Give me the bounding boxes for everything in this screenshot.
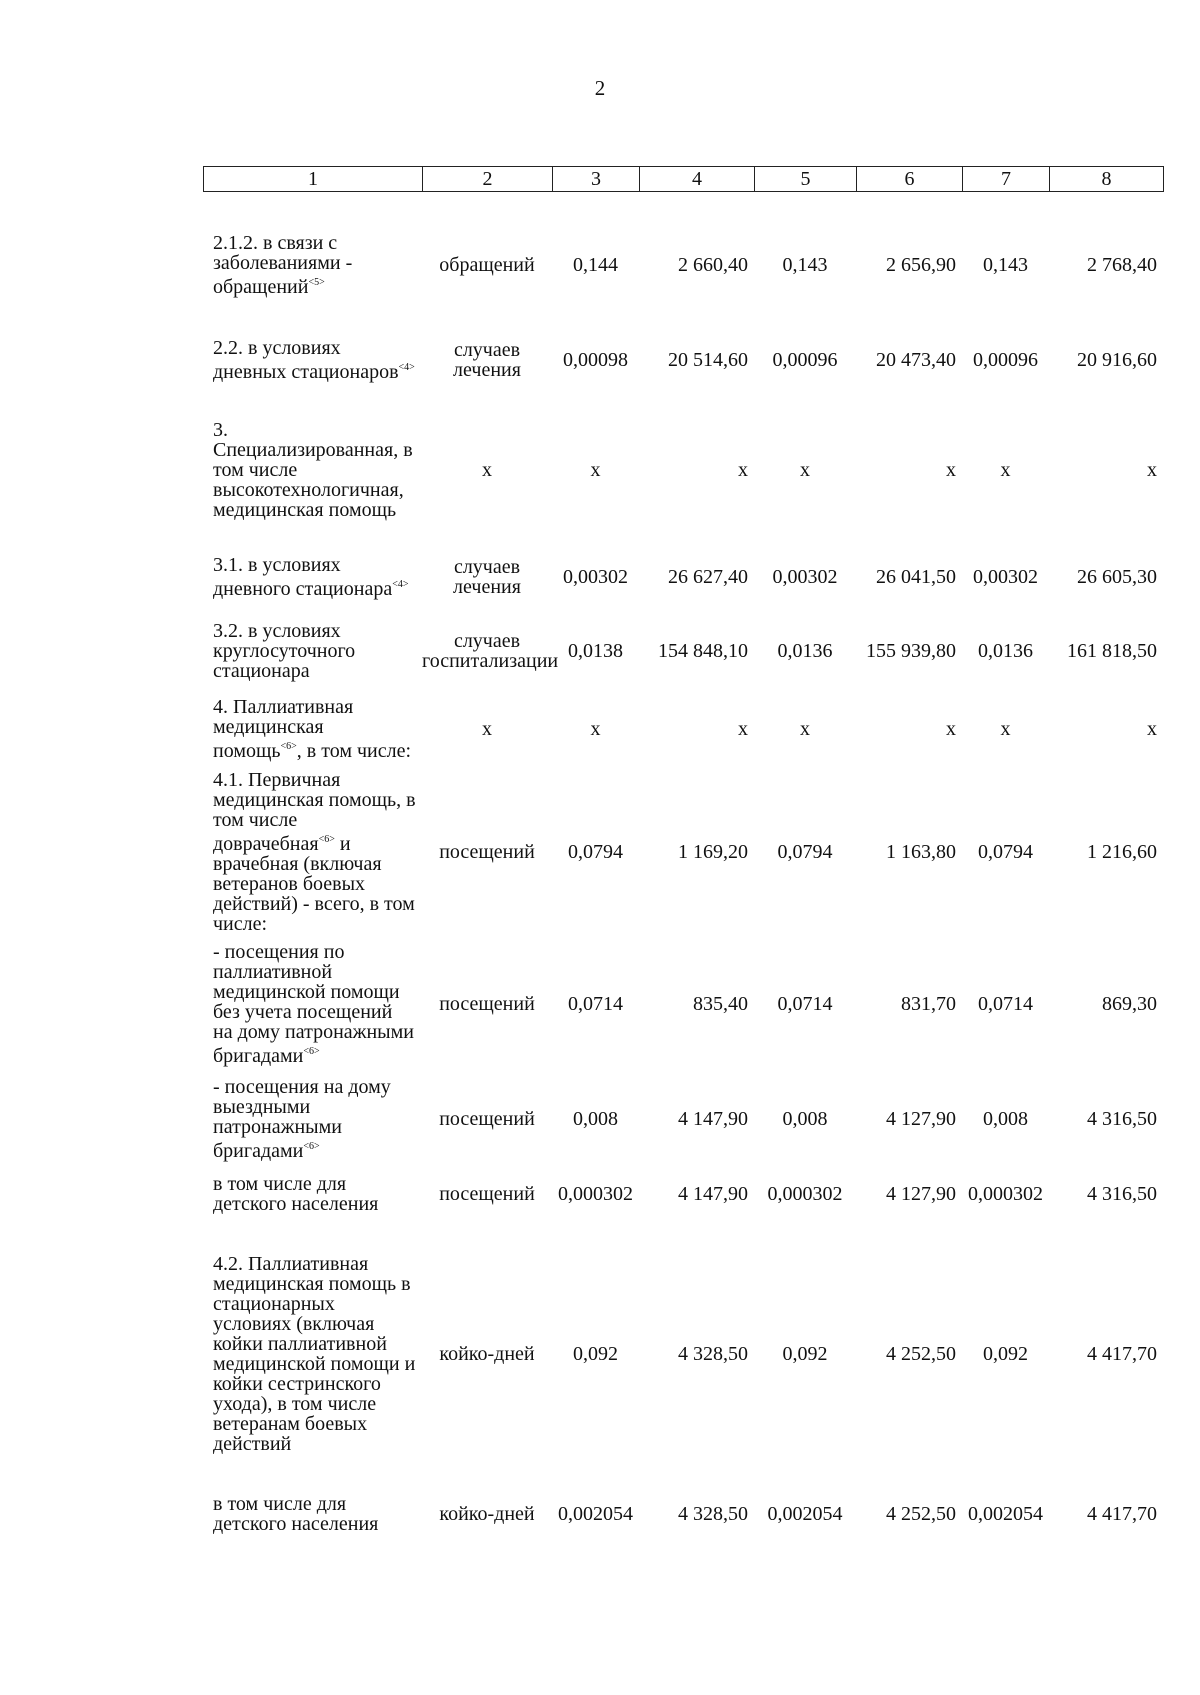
unit-cell: x: [482, 459, 492, 481]
value-cell-8: 4 417,70: [1087, 1343, 1157, 1365]
value-cell-5: 0,092: [782, 1343, 828, 1365]
value-cell-3: 0,000302: [558, 1183, 633, 1205]
value-cell-3: 0,008: [573, 1108, 618, 1130]
footnote-marker: <6>: [303, 1046, 320, 1057]
unit-cell: койко-дней: [439, 1343, 535, 1365]
value-cell-7: 0,008: [983, 1108, 1028, 1130]
value-cell-7: 0,00096: [973, 349, 1038, 371]
value-cell-4: 2 660,40: [678, 254, 748, 276]
column-number-4: 4: [640, 167, 755, 192]
footnote-marker: <6>: [318, 834, 335, 845]
table-row: [203, 1484, 1163, 1544]
row-name: [203, 1164, 422, 1224]
value-cell-3: 0,0714: [568, 993, 623, 1015]
value-cell-3: 0,00098: [563, 349, 628, 371]
footnote-marker: <6>: [303, 1141, 320, 1152]
column-number-2: 2: [423, 167, 553, 192]
value-cell-8: 20 916,60: [1077, 349, 1157, 371]
row-name-text: 3.2. в условиях круглосуточного стационара: [213, 620, 356, 682]
table-row: [203, 1224, 1163, 1484]
row-name: [203, 400, 422, 540]
table-row: [203, 688, 1163, 770]
row-name-text: в том числе для детского населения: [213, 1173, 379, 1215]
value-cell-4: 4 147,90: [678, 1108, 748, 1130]
value-cell-6: 4 252,50: [886, 1343, 956, 1365]
column-number-7: 7: [963, 167, 1050, 192]
row-name: [203, 934, 422, 1074]
column-number-3: 3: [553, 167, 640, 192]
value-cell-4: 835,40: [693, 993, 748, 1015]
unit-cell: посещений: [439, 993, 535, 1015]
unit-cell: койко-дней: [439, 1503, 535, 1525]
value-cell-4: 154 848,10: [658, 640, 748, 662]
value-cell-8: 4 417,70: [1087, 1503, 1157, 1525]
row-name-suffix: и врачебная (включая ветеранов боевых действий) - всего, в том числе:: [213, 833, 415, 935]
row-name: [203, 540, 422, 614]
row-name: [203, 320, 422, 400]
row-name: [203, 1224, 422, 1484]
unit-cell: посещений: [439, 1183, 535, 1205]
unit-cell: случаев лечения: [453, 339, 521, 381]
value-cell-3: 0,144: [573, 254, 618, 276]
value-cell-4: 1 169,20: [678, 841, 748, 863]
value-cell-3: x: [590, 718, 601, 740]
row-name-suffix: , в том числе:: [296, 740, 412, 762]
value-cell-5: 0,143: [782, 254, 828, 276]
unit-cell: x: [482, 718, 492, 740]
row-name: [203, 1074, 422, 1164]
footnote-marker: <6>: [280, 741, 297, 752]
data-table: [203, 210, 1163, 1544]
value-cell-6: 20 473,40: [876, 349, 956, 371]
value-cell-3: 0,00302: [563, 566, 628, 588]
value-cell-3: 0,002054: [558, 1503, 633, 1525]
value-cell-7: 0,0714: [978, 993, 1033, 1015]
table-row: [203, 614, 1163, 688]
value-cell-8: 161 818,50: [1067, 640, 1157, 662]
value-cell-6: 4 127,90: [886, 1108, 956, 1130]
value-cell-7: 0,0136: [978, 640, 1033, 662]
table-row: [203, 540, 1163, 614]
value-cell-5: 0,000302: [767, 1183, 843, 1205]
value-cell-7: 0,0794: [978, 841, 1033, 863]
value-cell-7: 0,000302: [968, 1183, 1043, 1205]
row-name-text: 4.1. Первичная медицинская помощь, в том числе доврачебная: [213, 769, 416, 855]
page-number: 2: [594, 76, 606, 100]
value-cell-4: 4 147,90: [678, 1183, 748, 1205]
value-cell-5: 0,0714: [777, 993, 833, 1015]
value-cell-7: 0,002054: [968, 1503, 1043, 1525]
value-cell-5: 0,008: [782, 1108, 828, 1130]
table-row: [203, 770, 1163, 934]
value-cell-8: 4 316,50: [1087, 1108, 1157, 1130]
row-name-text: - посещения на дому выездными патронажными бригадами: [213, 1076, 391, 1162]
row-name-text: 3.1. в условиях дневного стационара: [213, 554, 393, 600]
value-cell-3: 0,0794: [568, 841, 623, 863]
value-cell-8: 2 768,40: [1087, 254, 1157, 276]
table-row: [203, 934, 1163, 1074]
unit-cell: посещений: [439, 841, 535, 863]
unit-cell: случаев лечения: [453, 556, 521, 598]
value-cell-3: 0,092: [573, 1343, 618, 1365]
row-name: [203, 1484, 422, 1544]
unit-cell: посещений: [439, 1108, 535, 1130]
value-cell-4: 26 627,40: [668, 566, 748, 588]
row-name-text: - посещения по паллиативной медицинской помощи без учета посещений на дому патронажными бригадами: [213, 941, 414, 1067]
value-cell-5: 0,00302: [772, 566, 838, 588]
table-row: [203, 1164, 1163, 1224]
row-name-text: 4. Паллиативная медицинская помощь: [213, 696, 354, 762]
value-cell-4: x: [738, 459, 748, 481]
table-row: [203, 1074, 1163, 1164]
value-cell-6: x: [946, 459, 956, 481]
row-name-text: 2.1.2. в связи с заболеваниями - обращений: [213, 232, 353, 298]
value-cell-6: 2 656,90: [886, 254, 956, 276]
column-number-header: [203, 166, 1164, 192]
row-name: [203, 770, 422, 934]
value-cell-7: 0,143: [983, 254, 1028, 276]
row-name-text: 4.2. Паллиативная медицинская помощь в стационарных условиях (включая койки паллиативной медицинской помощи и койки сестринского ухода), в том числе ветеранам боевых действий: [213, 1253, 416, 1455]
value-cell-6: 26 041,50: [876, 566, 956, 588]
row-name: [203, 210, 422, 320]
column-number-6: 6: [857, 167, 963, 192]
unit-cell: обращений: [439, 254, 535, 276]
row-name-text: 3. Специализированная, в том числе высокотехнологичная, медицинская помощь: [213, 419, 413, 521]
row-name-text: 2.2. в условиях дневных стационаров: [213, 337, 399, 383]
value-cell-3: 0,0138: [568, 640, 623, 662]
value-cell-8: x: [1147, 459, 1157, 481]
value-cell-5: x: [800, 718, 810, 740]
row-name: [203, 614, 422, 688]
value-cell-6: 1 163,80: [886, 841, 956, 863]
value-cell-5: 0,0136: [777, 640, 833, 662]
value-cell-5: x: [800, 459, 810, 481]
value-cell-4: 20 514,60: [668, 349, 748, 371]
row-name-text: в том числе для детского населения: [213, 1493, 379, 1535]
value-cell-7: x: [1000, 459, 1011, 481]
value-cell-7: x: [1000, 718, 1011, 740]
column-number-8: 8: [1050, 167, 1164, 192]
value-cell-6: 4 127,90: [886, 1183, 956, 1205]
row-name: [203, 688, 422, 770]
value-cell-4: 4 328,50: [678, 1343, 748, 1365]
value-cell-6: 831,70: [901, 993, 956, 1015]
value-cell-3: x: [590, 459, 601, 481]
value-cell-6: x: [946, 718, 956, 740]
value-cell-7: 0,00302: [973, 566, 1038, 588]
column-number-5: 5: [755, 167, 857, 192]
table-row: [203, 210, 1163, 320]
value-cell-8: 869,30: [1102, 993, 1157, 1015]
unit-cell: случаев госпитализации: [422, 630, 559, 672]
value-cell-6: 155 939,80: [866, 640, 956, 662]
table-row: [203, 320, 1163, 400]
value-cell-5: 0,0794: [777, 841, 833, 863]
column-number-1: 1: [204, 167, 423, 192]
value-cell-7: 0,092: [983, 1343, 1028, 1365]
value-cell-6: 4 252,50: [886, 1503, 956, 1525]
value-cell-8: 4 316,50: [1087, 1183, 1157, 1205]
value-cell-5: 0,00096: [772, 349, 838, 371]
value-cell-4: x: [738, 718, 748, 740]
footnote-marker: <4>: [398, 362, 415, 373]
value-cell-5: 0,002054: [767, 1503, 843, 1525]
value-cell-8: 26 605,30: [1077, 566, 1157, 588]
footnote-marker: <4>: [392, 579, 409, 590]
value-cell-8: x: [1147, 718, 1157, 740]
value-cell-4: 4 328,50: [678, 1503, 748, 1525]
table-row: [203, 400, 1163, 540]
value-cell-8: 1 216,60: [1087, 841, 1157, 863]
footnote-marker: <5>: [308, 277, 325, 288]
